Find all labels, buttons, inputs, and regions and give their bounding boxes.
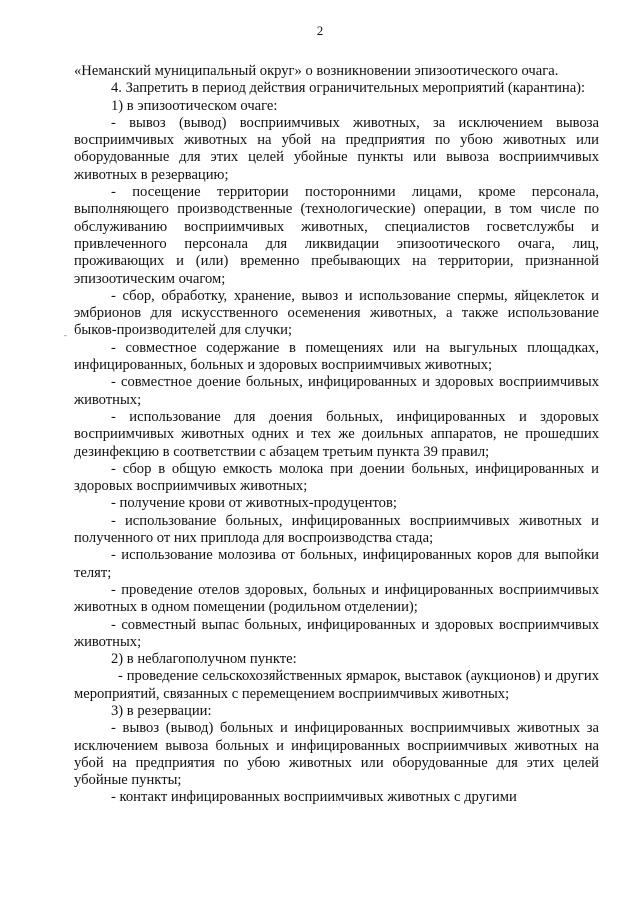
paragraph: - проведение отелов здоровых, больных и инфицированных восприимчивых животных в одном помещении (родильном отделении); xyxy=(74,581,599,616)
paragraph: - использование больных, инфицированных восприимчивых животных и полученного от них приплода для воспроизводства стада; xyxy=(74,512,599,547)
paragraph: «Неманский муниципальный округ» о возникновении эпизоотического очага. xyxy=(74,63,559,79)
page-number: 2 xyxy=(316,23,324,38)
scan-mark: - xyxy=(64,331,67,340)
paragraph: - вывоз (вывод) восприимчивых животных, за исключением вывоза восприимчивых животных на убой на предприятия по убою животных или оборудованные для этих целей убойные пункты или вывоза восприимчивых животных в резервацию; xyxy=(74,114,599,183)
paragraph: 2) в неблагополучном пункте: xyxy=(111,651,297,668)
paragraph: - сбор в общую емкость молока при доении больных, инфицированных и здоровых восприимчивых животных; xyxy=(74,460,599,495)
paragraph: - совместное доение больных, инфицированных и здоровых восприимчивых животных; xyxy=(74,374,599,408)
paragraph: - вывоз (вывод) больных и инфицированных восприимчивых животных за исключением вывоза больных и инфицированных восприимчивых животных на убой на предприятия по убою животных или оборудованные для этих целей убойные пункты; xyxy=(74,720,599,789)
paragraph: - получение крови от животных-продуцентов; xyxy=(111,495,397,512)
paragraph: - сбор, обработку, хранение, вывоз и использование спермы, яйцеклеток и эмбрионов для искусственного осеменения животных, а также использование быков-производителей для случки; xyxy=(74,287,599,339)
paragraph: - использование для доения больных, инфицированных и здоровых восприимчивых животных одних и тех же доильных аппаратов, не прошедших дезинфекцию в соответствии с абзацем третьим пункта 39 правил; xyxy=(74,408,599,460)
paragraph: - посещение территории посторонними лицами, кроме персонала, выполняющего производственные (технологические) операции, в том числе по обслуживанию восприимчивых животных, специалистов госветслужбы и привлеченного персонала для ликвидации эпизоотического очага, лиц, проживающих и (или) временно пребывающих на территории, признанной эпизоотическим очагом; xyxy=(74,184,599,287)
paragraph: 3) в резервации: xyxy=(111,702,212,719)
document-body xyxy=(74,63,599,807)
paragraph: 1) в эпизоотическом очаге: xyxy=(111,97,278,114)
paragraph: 4. Запретить в период действия ограничительных мероприятий (карантина): xyxy=(111,80,586,97)
paragraph: - совместный выпас больных, инфицированных и здоровых восприимчивых животных; xyxy=(74,616,599,650)
paragraph: - контакт инфицированных восприимчивых животных с другими xyxy=(111,789,517,806)
paragraph: - проведение сельскохозяйственных ярмарок, выставок (аукционов) и других мероприятий, связанных с перемещением восприимчивых животных; xyxy=(74,668,599,702)
paragraph: - использование молозива от больных, инфицированных коров для выпойки телят; xyxy=(74,547,599,581)
paragraph: - совместное содержание в помещениях или на выгульных площадках, инфицированных, больных и здоровых восприимчивых животных; xyxy=(74,339,599,374)
